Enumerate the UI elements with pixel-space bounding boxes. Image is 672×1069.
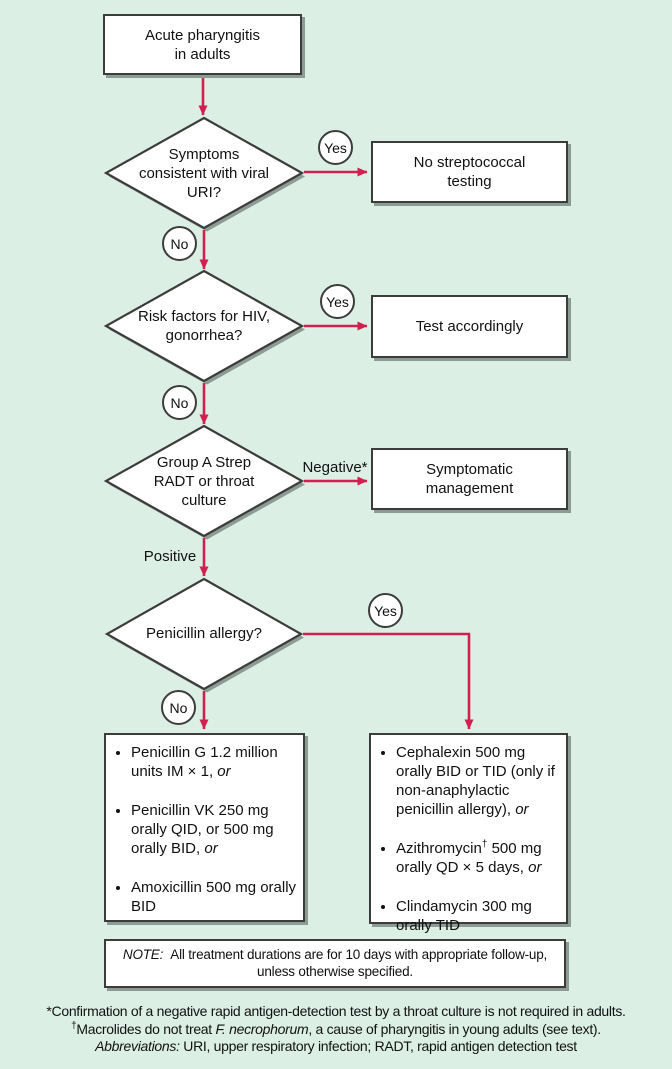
footnote-line-3: [0, 1038, 672, 1056]
or-connector: or: [515, 801, 529, 818]
species-name: F. necrophorum: [215, 1020, 309, 1037]
treatment-item: [131, 743, 297, 781]
or-connector: or: [528, 859, 542, 876]
or-connector: or: [204, 840, 218, 857]
diamond-line: Risk factors for HIV,: [138, 308, 270, 325]
symptomatic-management-node: [371, 448, 568, 510]
yes-label: Yes: [374, 602, 397, 619]
no-badge-hiv: [162, 385, 197, 420]
node-text: management: [425, 480, 514, 497]
start-node-text: in adults: [174, 45, 231, 63]
treatment-item: [396, 743, 560, 819]
note-box: [104, 939, 566, 988]
diamond-radt-label: [104, 453, 304, 510]
node-text: No streptococcal: [413, 154, 526, 171]
treatment-item: [396, 839, 560, 877]
positive-edge-label: Positive: [143, 548, 197, 565]
footnote-text: URI, upper respiratory infection; RADT, rapid antigen detection test: [179, 1038, 577, 1054]
diamond-line: RADT or throat: [153, 473, 255, 490]
footnote-text: Macrolides do not treat: [76, 1020, 216, 1037]
test-accordingly-node: [371, 295, 568, 358]
negative-edge-label: Negative*: [302, 459, 368, 476]
diamond-viral-uri-label: [104, 145, 304, 202]
treatment-item: [131, 801, 297, 858]
yes-label: Yes: [324, 139, 347, 156]
or-connector: or: [217, 763, 231, 780]
footnotes: [0, 1003, 672, 1056]
diamond-penicillin-allergy-label: Penicillin allergy?: [146, 625, 262, 642]
no-label: No: [170, 235, 189, 252]
dagger-mark: †: [481, 839, 488, 850]
start-node-text: Acute pharyngitis: [144, 26, 261, 44]
treatment-text: Penicillin VK 250 mg orally QID, or 500 mg orally BID,: [131, 802, 274, 857]
diamond-line: Symptoms: [168, 146, 240, 163]
node-text: Symptomatic: [426, 461, 513, 478]
yes-badge-allergy: [368, 593, 403, 628]
note-line: unless otherwise specified.: [257, 963, 413, 979]
diamond-line: culture: [181, 492, 227, 509]
treatment-text: Penicillin G 1.2 million units IM × 1,: [131, 744, 278, 780]
diamond-line: URI?: [186, 184, 222, 201]
treatment-list: [379, 743, 560, 955]
start-node: [103, 14, 302, 75]
no-label: No: [170, 394, 189, 411]
yes-label: Yes: [326, 293, 349, 310]
footnote-text: , a cause of pharyngitis in young adults (see text).: [308, 1020, 601, 1037]
node-text: Test accordingly: [415, 318, 524, 335]
treatment-text: Cephalexin 500 mg orally BID or TID (only if non-anaphylactic penicillin allergy),: [396, 744, 555, 818]
diamond-line: gonorrhea?: [165, 327, 243, 344]
note-line: [123, 947, 547, 964]
no-label: No: [169, 699, 188, 716]
node-text: testing: [447, 173, 492, 190]
diamond-line: consistent with viral: [138, 165, 270, 182]
no-strep-testing-node: [371, 141, 568, 203]
footnote-line-2: [0, 1021, 672, 1039]
diamond-hiv-gonorrhea-label: [104, 307, 304, 345]
treatment-item: [396, 897, 560, 935]
no-badge-allergy: [161, 690, 196, 725]
allergy-treatment-node: [369, 733, 568, 934]
treatment-text: 500 mg orally QD × 5 days,: [396, 840, 542, 876]
note-text: All treatment durations are for 10 days with appropriate follow-up,: [163, 947, 548, 962]
yes-badge-viral: [318, 130, 353, 165]
treatment-item: [131, 878, 297, 916]
note-label: NOTE:: [122, 947, 164, 962]
treatment-list: [114, 743, 297, 936]
treatment-text: Amoxicillin 500 mg orally BID: [131, 879, 297, 915]
diamond-line: Group A Strep: [156, 454, 252, 471]
arrow-allergy-yes: [303, 634, 469, 729]
treatment-text: Clindamycin 300 mg orally TID: [396, 898, 532, 934]
no-allergy-treatment-node: [104, 733, 305, 922]
abbreviations-label: Abbreviations:: [95, 1038, 180, 1054]
yes-badge-hiv: [320, 284, 355, 319]
footnote-line-1: *Confirmation of a negative rapid antigen-detection test by a throat culture is not required in adults.: [46, 1003, 626, 1019]
dagger-mark: †: [71, 1019, 77, 1031]
no-badge-viral: [162, 226, 197, 261]
treatment-text: Azithromycin: [396, 840, 482, 857]
